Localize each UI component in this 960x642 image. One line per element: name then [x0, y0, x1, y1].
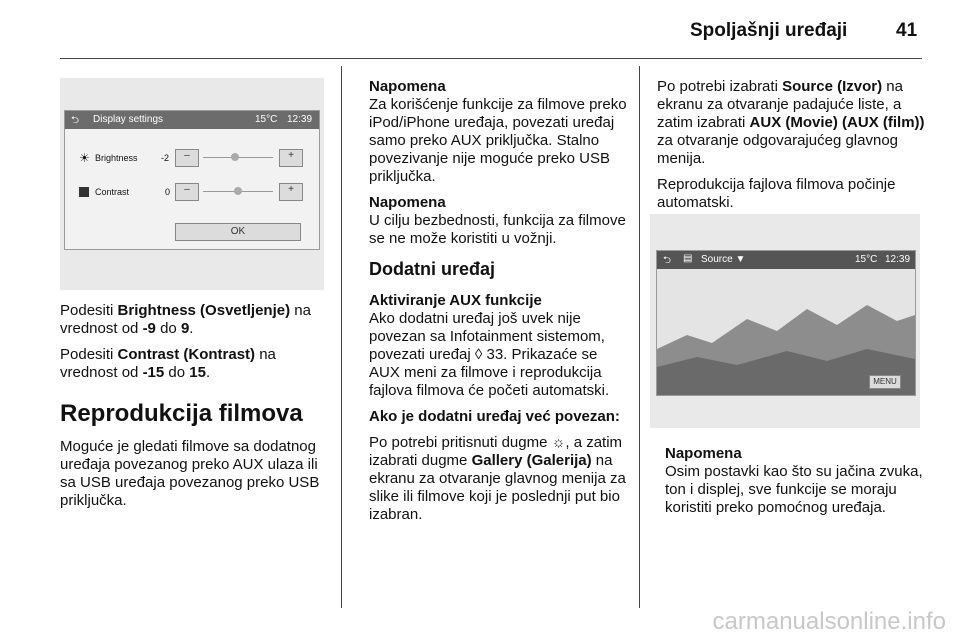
display-settings-screen [64, 110, 320, 250]
column-1 [60, 302, 322, 518]
home-button-icon: ☼ [551, 434, 566, 451]
temperature: 15°C [255, 114, 278, 125]
note-heading: Napomena [665, 445, 742, 462]
display-settings-figure [60, 78, 324, 290]
sun-icon: ☀ [79, 151, 90, 165]
gallery-icon: ▤ [683, 253, 693, 264]
note-heading: Napomena [369, 78, 446, 95]
brightness-label: Brightness [95, 153, 138, 163]
source-dropdown[interactable]: Source ▼ [701, 254, 746, 265]
contrast-icon [79, 187, 89, 197]
column-divider-1 [341, 66, 342, 608]
column-divider-2 [639, 66, 640, 608]
note-heading: Napomena [369, 194, 446, 211]
contrast-value: 0 [165, 187, 171, 197]
column-3 [657, 78, 925, 220]
contrast-slider-knob[interactable] [234, 187, 242, 195]
watermark-footer: carmanualsonline.info [712, 608, 946, 635]
movie-playback-figure [650, 214, 920, 428]
column-2 [369, 78, 627, 532]
brightness-value: -2 [161, 153, 170, 163]
contrast-plus-button[interactable]: + [279, 183, 303, 201]
movie-screen [656, 250, 916, 396]
temperature: 15°C [855, 254, 878, 265]
clock: 12:39 [287, 114, 313, 125]
screen-status-bar [657, 251, 915, 269]
ok-button[interactable]: OK [175, 223, 301, 241]
section-heading-aux: Dodatni uređaj [369, 259, 496, 279]
page-header-title: Spoljašnji uređaji [690, 20, 848, 41]
screen-status-bar [65, 111, 319, 129]
note-text: U cilju bezbednosti, funkcija za filmove se ne može koristiti u vožnji. [369, 212, 626, 247]
autoplay-paragraph: Reprodukcija fajlova filmova počinje automatski. [657, 176, 896, 211]
source-paragraph: Po potrebi izabrati Source (Izvor) na ekranu za otvaranje padajuće liste, a zatim izabrati AUX (Movie) (AUX (film)) za otvaranje odgovarajućeg glavnog menija. [657, 78, 925, 167]
brightness-paragraph: Podesiti Brightness (Osvetljenje) na vrednost od -9 do 9. [60, 302, 311, 337]
note-text: Za korišćenje funkcije za filmove preko iPod/iPhone uređaja, povezati uređaj samo preko AUX priključka. Stalno povezivanje nije moguće preko USB priključka. [369, 96, 627, 185]
note-text: Osim postavki kao što su jačina zvuka, ton i displej, sve funkcije se moraju koristiti preko pomoćnog uređaja. [665, 463, 923, 516]
section-heading-movies: Reprodukcija filmova [60, 400, 303, 427]
page-number: 41 [896, 20, 918, 41]
brightness-slider-knob[interactable] [231, 153, 239, 161]
menu-button[interactable]: MENU [869, 375, 901, 389]
subheading-activate-aux: Aktiviranje AUX funkcije [369, 292, 542, 309]
back-icon[interactable]: ⮌ [71, 115, 80, 126]
page-reference[interactable]: ◊ 33 [474, 346, 504, 363]
contrast-label: Contrast [95, 187, 130, 197]
subheading-already-connected: Ako je dodatni uređaj već povezan: [369, 408, 620, 425]
column-3-note [665, 445, 923, 525]
screen-title: Display settings [93, 114, 164, 125]
movies-paragraph: Moguće je gledati filmove sa dodatnog uređaja povezanog preko AUX ulaza ili sa USB uređaja povezanog preko USB priključka. [60, 438, 320, 509]
contrast-minus-button[interactable]: – [175, 183, 199, 201]
clock: 12:39 [885, 254, 911, 265]
gallery-paragraph: Po potrebi pritisnuti dugme ☼, a zatim izabrati dugme Gallery (Galerija) na ekranu za otvaranje glavnog menija za slike ili filmove koji je poslednji put bio izabran. [369, 434, 626, 523]
back-icon[interactable]: ⮌ [663, 255, 672, 266]
aux-paragraph: Ako dodatni uređaj još uvek nije povezan sa Infotainment sistemom, povezati uređaj ◊ 33. Prikazaće se AUX meni za filmove i reprodukcija fajlova filmova će početi automatski. [369, 310, 610, 399]
brightness-minus-button[interactable]: – [175, 149, 199, 167]
contrast-paragraph: Podesiti Contrast (Kontrast) na vrednost od -15 do 15. [60, 346, 276, 381]
header-rule [60, 58, 922, 59]
brightness-plus-button[interactable]: + [279, 149, 303, 167]
